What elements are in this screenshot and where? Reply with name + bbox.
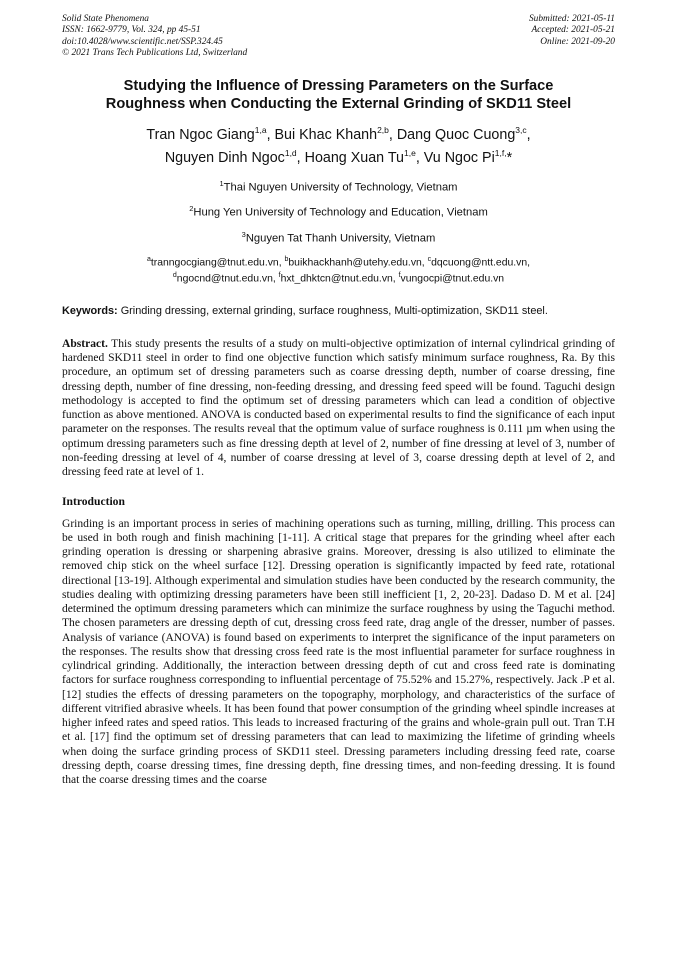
corresponding-author-mark: * [506,150,513,167]
journal-doi: doi:10.4028/www.scientific.net/SSP.324.45 [62,36,223,47]
abstract-text: This study presents the results of a study on multi-objective optimization of internal cylindrical grinding of hardened SKD11 steel in order to find one objective function which satisfy minimum surface roughness, Ra. By this procedure, an optimum set of dressing parameters such as coarse dressing depth, number of coarse dressing, fine dressing depth, number of fine dressing, non-feeding dressing, and dressing feed speed will be found. Taguchi design methodology is accepted to find the optimum set of dressing parameters which can lead a condition of objective function as above mentioned. ANOVA is conducted based on experimental results to find the significance of each input parameter on the responses. The results reveal that the optimum value of surface roughness is 0.111 µm when using the optimum dressing parameters such as fine dressing depth at level of 2, number of fine dressing at level of 3, number of non-feeding dressing at level of 4, number of coarse dressing at level of 3, coarse dressing depth at level of 2, and dressing feed rate at level of 1. [62,337,615,479]
author-affiliation-mark: 1,d [284,148,297,159]
email-mark: f [278,272,281,280]
author-affiliation-mark: 2,b [377,125,389,136]
author-line-2 [62,144,615,167]
author-name: Hoang Xuan Tu [304,150,404,167]
email-address: tranngocgiang@tnut.edu.vn, [150,257,285,269]
online-date: Online: 2021-09-20 [540,36,615,47]
author-affiliation-mark: 3,c [515,125,527,136]
email-line-2 [62,270,615,286]
abstract-paragraph [62,337,615,480]
email-mark: a [146,255,151,263]
title-line-1: Studying the Influence of Dressing Parameters on the Surface [123,78,554,95]
email-mark: d [172,272,177,280]
author-separator: , [266,126,275,143]
author-separator: , [415,150,424,167]
affiliation-mark: 1 [219,178,224,188]
paper-page [62,14,615,787]
author-line-1 [62,121,615,144]
author-name: Tran Ngoc Giang [146,126,255,143]
affiliation-text: Hung Yen University of Technology and Education, Vietnam [193,207,488,220]
author-affiliation-mark: 1,a [254,125,267,136]
journal-header [62,14,615,59]
email-address: hxt_dhktcn@tnut.edu.vn, [280,273,399,285]
email-mark: c [427,255,432,263]
author-list [62,121,615,168]
email-address: ngocnd@tnut.edu.vn, [176,273,279,285]
author-name: Nguyen Dinh Ngoc [164,150,285,167]
title-line-2: Roughness when Conducting the External Grinding of SKD11 Steel [105,96,572,113]
author-separator: , [388,126,397,143]
email-mark: f [398,272,401,280]
email-mark: b [284,255,289,263]
author-affiliation-mark: 1,f, [494,148,507,159]
journal-copyright: © 2021 Trans Tech Publications Ltd, Switzerland [62,47,248,58]
paper-title [62,77,615,113]
affiliation-mark: 3 [241,230,246,240]
keywords-text: Grinding dressing, external grinding, surface roughness, Multi-optimization, SKD11 steel. [117,305,548,318]
accepted-date: Accepted: 2021-05-21 [531,25,615,36]
affiliation-mark: 2 [189,204,194,214]
introduction-paragraph: Grinding is an important process in series of machining operations such as turning, milling, drilling. This process can be used in both rough and finish machining [1-11]. A critical stage that prepares for the grinding wheel after each grinding operation is dressing or sharpening abrasive grains. Moreover, dressing is also utilized to eliminate the removed chip stick on the wheel surface [12]. Dressing operation is significantly impacted by feed rate, rotational directional [13-19]. Although experimental and simulation studies have been conducted by the research community, the studies dealing with optimizing dressing parameters have been still inefficient [1, 2, 20-23]. Dadaso D. M et al. [24] determined the optimum dressing parameters which can minimize the surface roughness by using the Taguchi method. The chosen parameters are dressing depth of cut, dressing cross feed rate, drag angle of the dresser, number of passes. Analysis of variance (ANOVA) is found based on experiments to interpret the significance of the input parameters on the responses. The results show that dressing cross feed rate is the most influential parameter for surface roughness in cylindrical grinding. Additionally, the interaction between dressing depth of cut and cross feed rate is dominating factors for surface roughness corresponding to influential percentage of 75.52% and 15.27%, respectively. Jack .P et al. [12] studies the effects of dressing parameters on the topography, morphology, and characteristics of the surface of different vitrified abrasive wheels. It has been found that power consumption of the grinding wheel spindle increases at higher infeed rates and speed ratios. This leads to increased fracturing of the grains and whole-grain pull out. Tran T.H et al. [17] find the optimum set of dressing parameters that can lead to maximizing the lifetime of grinding wheels when doing the surface grinding process of SKD11 steel. Dressing parameters including dressing feed rate, coarse dressing depth, coarse dressing times, fine dressing depth, fine dressing times, and non-feeding dressing. It is found that the coarse dressing times and the coarse [62,517,615,787]
affiliation-text: Nguyen Tat Thanh University, Vietnam [245,232,436,245]
author-separator: , [296,150,305,167]
abstract-label: Abstract. [62,337,108,350]
author-name: Vu Ngoc Pi [423,150,495,167]
journal-issn: ISSN: 1662-9779, Vol. 324, pp 45-51 [62,25,201,36]
author-affiliation-mark: 1,e [403,148,416,159]
submission-dates [529,14,615,59]
affiliation-2 [62,202,615,220]
journal-name: Solid State Phenomena [62,14,149,24]
author-name: Dang Quoc Cuong [396,126,516,143]
journal-info [62,14,247,59]
email-address: dqcuong@ntt.edu.vn, [431,257,531,269]
affiliation-text: Thai Nguyen University of Technology, Vietnam [223,181,458,194]
email-line-1 [62,254,615,270]
affiliation-3 [62,228,615,246]
author-separator: , [526,126,531,143]
keywords-paragraph [62,305,615,318]
affiliation-1 [62,177,615,195]
section-heading-introduction: Introduction [62,494,125,508]
submitted-date: Submitted: 2021-05-11 [528,14,615,24]
email-address: buikhackhanh@utehy.edu.vn, [288,257,428,269]
keywords-label: Keywords: [62,305,118,318]
email-address: vungocpi@tnut.edu.vn [400,273,505,285]
email-list [62,254,615,287]
author-name: Bui Khac Khanh [274,126,378,143]
